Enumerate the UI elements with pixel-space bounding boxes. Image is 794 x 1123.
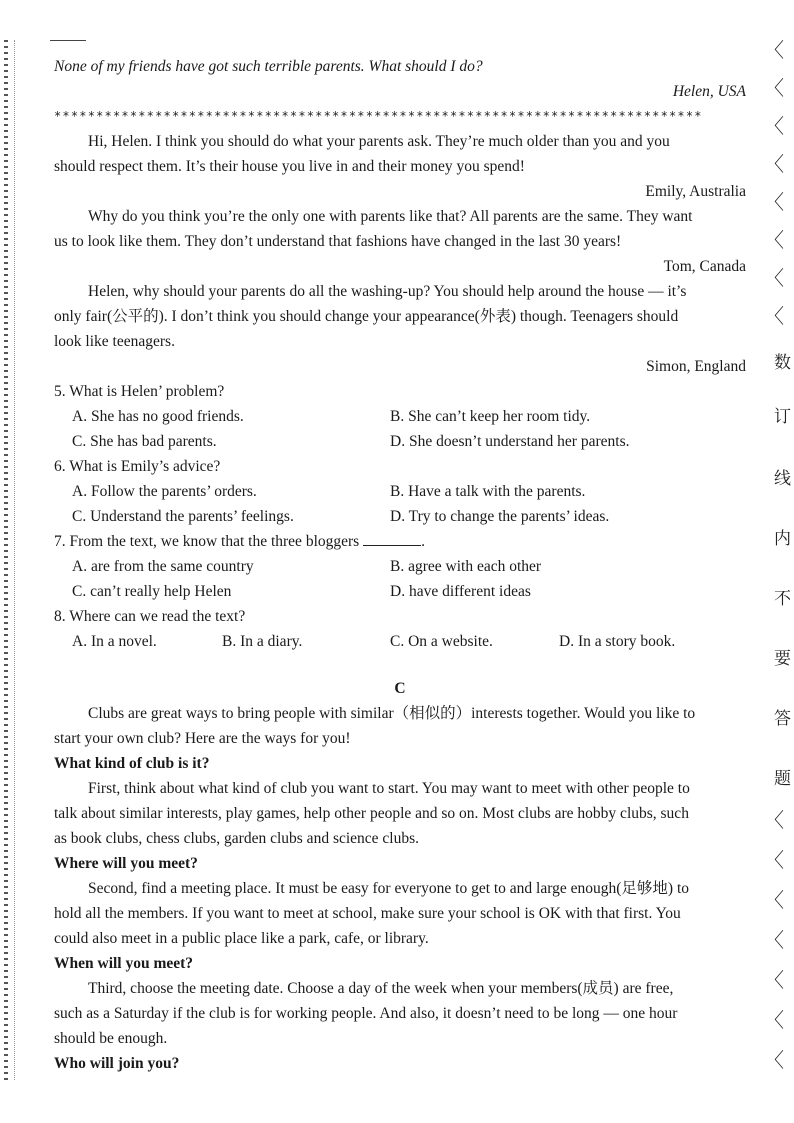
- page-content: [54, 54, 746, 1076]
- margin-char: 线: [774, 469, 791, 489]
- subheading: What kind of club is it?: [54, 755, 210, 772]
- option-c: C. can’t really help Helen: [72, 583, 232, 600]
- subheading: Where will you meet?: [54, 855, 198, 872]
- option-c: C. She has bad parents.: [72, 433, 217, 450]
- margin-char: 要: [774, 649, 791, 669]
- letter-signature: Helen, USA: [672, 83, 746, 100]
- option-row: [54, 579, 746, 604]
- subheading: When will you meet?: [54, 955, 194, 972]
- option-d: D. Try to change the parents’ ideas.: [390, 508, 610, 525]
- subheading: Who will join you?: [54, 1055, 180, 1072]
- margin-char: 不: [774, 589, 791, 609]
- option-d: D. In a story book.: [559, 633, 676, 650]
- passage-line: hold all the members. If you want to meet at school, make sure your school is OK with that first. You: [54, 905, 681, 922]
- zigzag-mark: 〈: [764, 968, 784, 992]
- margin-char: 题: [774, 769, 791, 789]
- reply-line: Hi, Helen. I think you should do what your parents ask. They’re much older than you and you: [88, 133, 670, 150]
- margin-text-ticks: [4, 40, 8, 1080]
- zigzag-mark: 〈: [764, 228, 784, 252]
- zigzag-mark: 〈: [764, 304, 784, 328]
- zigzag-mark: 〈: [764, 1008, 784, 1032]
- option-b: B. agree with each other: [390, 558, 542, 575]
- option-b: B. In a diary.: [222, 633, 303, 650]
- option-row: [54, 504, 746, 529]
- reply-line: Why do you think you’re the only one with parents like that? All parents are the same. They want: [88, 208, 693, 225]
- zigzag-mark: 〈: [764, 808, 784, 832]
- option-a: A. are from the same country: [72, 558, 254, 575]
- reply-line: should respect them. It’s their house you live in and their money you spend!: [54, 158, 525, 175]
- margin-char: 答: [774, 709, 791, 729]
- option-a: A. Follow the parents’ orders.: [72, 483, 257, 500]
- reply-signature: Simon, England: [646, 358, 746, 375]
- section-label: C: [394, 680, 406, 697]
- zigzag-mark: 〈: [764, 114, 784, 138]
- reply-signature: Tom, Canada: [663, 258, 746, 275]
- letter-closing: None of my friends have got such terrible parents. What should I do?: [54, 58, 483, 75]
- option-row: [54, 554, 746, 579]
- option-row: [54, 429, 746, 454]
- reply-line: only fair(公平的). I don’t think you should change your appearance(外表) though. Teenagers should: [54, 308, 679, 325]
- zigzag-mark: 〈: [764, 266, 784, 290]
- zigzag-mark: 〈: [764, 928, 784, 952]
- zigzag-mark: 〈: [764, 76, 784, 100]
- question-stem-period: .: [421, 533, 425, 550]
- reply-line: us to look like them. They don’t understand that fashions have changed in the last 30 years!: [54, 233, 622, 250]
- passage-line: should be enough.: [54, 1030, 168, 1047]
- answer-blank: [363, 531, 421, 546]
- option-c: C. On a website.: [390, 633, 493, 650]
- divider-stars: *****************************************************************************: [54, 109, 703, 123]
- passage-line: Second, find a meeting place. It must be easy for everyone to get to and large enough(足够地) to: [88, 880, 690, 897]
- question-stem-7: [54, 529, 746, 554]
- top-rule: [50, 40, 86, 41]
- zigzag-mark: 〈: [764, 152, 784, 176]
- reply-signature: Emily, Australia: [645, 183, 746, 200]
- margin-char: 数: [774, 353, 791, 373]
- zigzag-mark: 〈: [764, 38, 784, 62]
- passage-line: could also meet in a public place like a park, cafe, or library.: [54, 930, 429, 947]
- option-a: A. In a novel.: [72, 633, 157, 650]
- passage-line: as book clubs, chess clubs, garden clubs and science clubs.: [54, 830, 420, 847]
- option-row: [54, 479, 746, 504]
- question-stem: 8. Where can we read the text?: [54, 608, 246, 625]
- seal-line-margin: [760, 40, 794, 1080]
- option-b: B. Have a talk with the parents.: [390, 483, 586, 500]
- option-c: C. Understand the parents’ feelings.: [72, 508, 294, 525]
- zigzag-mark: 〈: [764, 1048, 784, 1072]
- passage-line: Third, choose the meeting date. Choose a day of the week when your members(成员) are free,: [88, 980, 674, 997]
- reply-line: look like teenagers.: [54, 333, 175, 350]
- zigzag-mark: 〈: [764, 888, 784, 912]
- question-stem-text: 7. From the text, we know that the three bloggers: [54, 533, 360, 550]
- margin-char: 订: [774, 407, 791, 427]
- passage-line: talk about similar interests, play games, help other people and so on. Most clubs are hobby clubs, such: [54, 805, 689, 822]
- reply-line: Helen, why should your parents do all the washing-up? You should help around the house — it’s: [88, 283, 687, 300]
- margin-char: 内: [774, 529, 791, 549]
- question-stem: 6. What is Emily’s advice?: [54, 458, 221, 475]
- binding-margin-left: [0, 40, 15, 1080]
- zigzag-mark: 〈: [764, 848, 784, 872]
- option-row: [54, 404, 746, 429]
- option-d: D. have different ideas: [390, 583, 531, 600]
- passage-line: such as a Saturday if the club is for working people. And also, it doesn’t need to be long — one hour: [54, 1005, 678, 1022]
- question-stem: 5. What is Helen’ problem?: [54, 383, 225, 400]
- passage-line: Clubs are great ways to bring people with similar（相似的）interests together. Would you like to: [88, 705, 696, 722]
- option-b: B. She can’t keep her room tidy.: [390, 408, 591, 425]
- passage-line: First, think about what kind of club you want to start. You may want to meet with other people to: [88, 780, 690, 797]
- option-row: [54, 629, 746, 654]
- passage-line: start your own club? Here are the ways for you!: [54, 730, 351, 747]
- zigzag-mark: 〈: [764, 190, 784, 214]
- option-a: A. She has no good friends.: [72, 408, 244, 425]
- option-d: D. She doesn’t understand her parents.: [390, 433, 630, 450]
